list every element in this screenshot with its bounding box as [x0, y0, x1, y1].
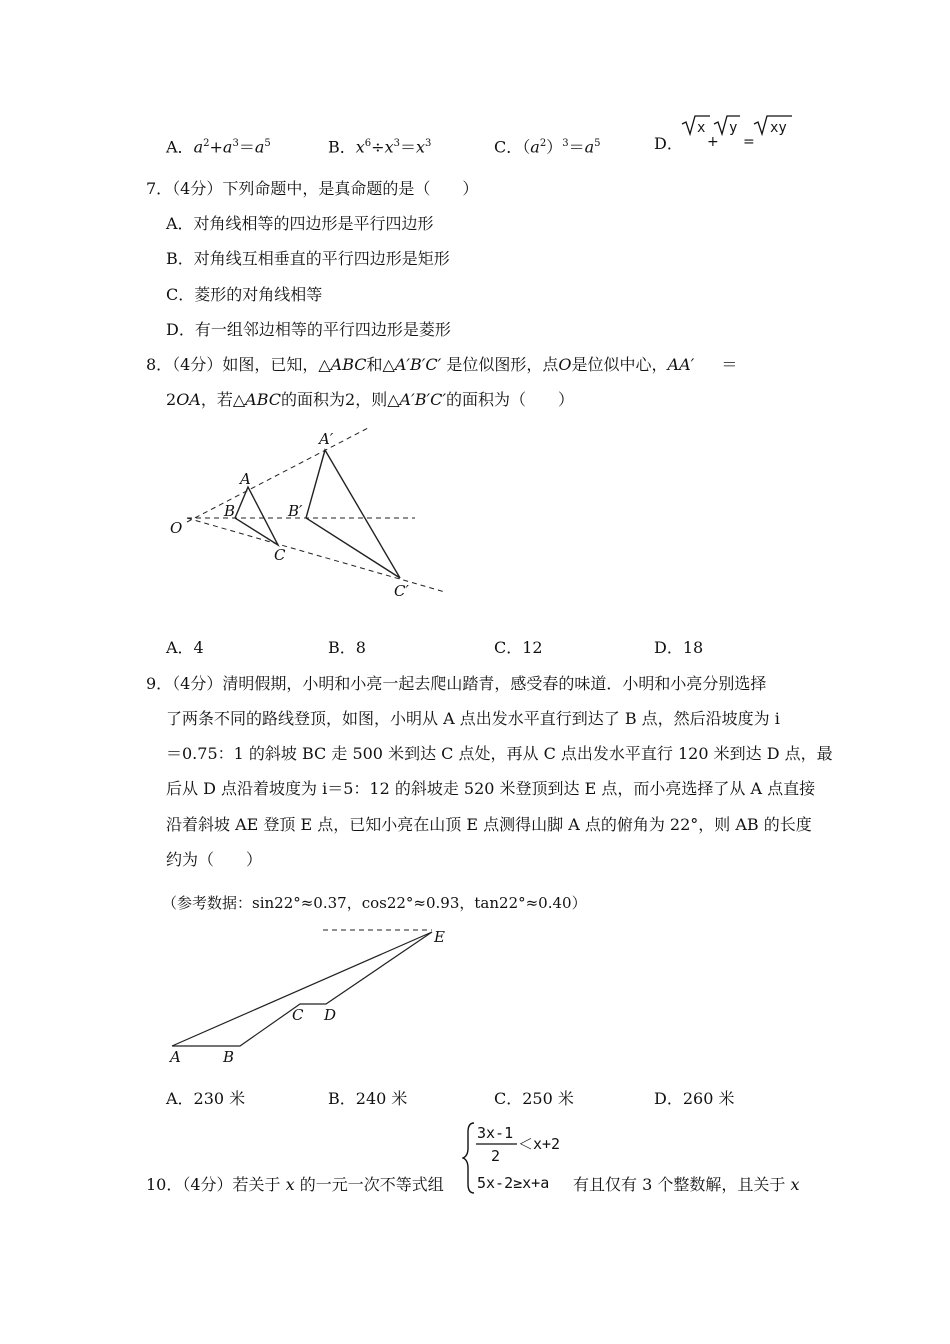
q8-stem-line1 — [146, 354, 737, 376]
q8-ray-oc — [187, 518, 445, 592]
q9-label-c: C — [292, 1006, 304, 1024]
q8-text: 的面积为2，则△ — [281, 390, 400, 409]
q8-o: O — [558, 355, 572, 374]
q6-option-c-label: C． — [494, 137, 523, 157]
q9-option-c: C．250 米 — [494, 1089, 574, 1108]
q10-brace — [463, 1123, 474, 1193]
q8-apbpcp: A′B′C′ — [394, 355, 442, 374]
q10-stem-line1 — [146, 1174, 444, 1196]
q8-label-o: O — [170, 519, 183, 537]
q8-label-a: A — [240, 470, 251, 488]
q8-option-b: B．8 — [328, 638, 366, 657]
q9-label-b: B — [223, 1048, 235, 1066]
q8-text: 2 — [166, 390, 177, 409]
q9-line-6: 约为（ ） — [166, 850, 263, 869]
q8-stem-line2 — [166, 389, 574, 411]
q8-abc: ABC — [330, 355, 367, 374]
q8-apbpcp: A′B′C′ — [399, 390, 446, 409]
q6-option-a-label: A． — [166, 137, 194, 157]
q10-text: 的一元一次不等式组 — [299, 1175, 444, 1194]
q8-oa: OA — [176, 390, 201, 409]
q7-option-b: B．对角线互相垂直的平行四边形是矩形 — [166, 249, 450, 268]
q10-stem-line1-tail — [573, 1174, 799, 1196]
q10-ineq1-denominator: 2 — [491, 1147, 501, 1165]
q9-line-5: 沿着斜坡 AE 登顶 E 点，已知小亮在山顶 E 点测得山脚 A 点的俯角为 22°，则 AB 的长度 — [166, 815, 812, 834]
q8-text: ＝ — [721, 355, 738, 374]
q8-option-d: D．18 — [654, 638, 704, 657]
q8-abc: ABC — [245, 390, 282, 409]
q6-option-b-label: B． — [328, 137, 356, 157]
q8-ray-oa — [187, 428, 368, 522]
q9-line-3: ＝0.75：1 的斜坡 BC 走 500 米到达 C 点处，再从 C 点出发水平直行 120 米到达 D 点，最 — [166, 744, 833, 763]
q8-text: 是位似中心， — [571, 355, 668, 374]
q10-ineq1-numerator: 3x-1 — [477, 1124, 514, 1142]
q6-option-d-label: D． — [654, 134, 683, 153]
q6-option-b: B．$x^6\div x^3=x^3$ — [328, 137, 432, 157]
q7-option-a: A．对角线相等的四边形是平行四边形 — [166, 214, 434, 233]
q8-triangle-abc — [235, 487, 278, 545]
q9-line-4: 后从 D 点沿着坡度为 i＝5：12 的斜坡走 520 米登顶到达 E 点，而小亮选择了从 A 点直接 — [166, 779, 816, 798]
q9-option-d: D．260 米 — [654, 1089, 735, 1108]
q9-slope-ae — [172, 932, 432, 1046]
q9-figure — [160, 920, 460, 1070]
q6-option-a: A．$a^2+a^3=a^5$ — [166, 137, 271, 157]
q10-text: 有且仅有 3 个整数解，且关于 — [573, 1175, 786, 1194]
q8-label-cp: C′ — [394, 582, 409, 600]
q8-triangle-apbpcp — [306, 450, 400, 578]
q8-text: 和△ — [366, 355, 395, 374]
q8-text: 的面积为（ ） — [445, 390, 574, 409]
q8-label-b: B — [224, 502, 236, 520]
q9-line-1: 9．（4分）清明假期，小明和小亮一起去爬山踏青，感受春的味道．小明和小亮分别选择 — [146, 674, 767, 693]
q8-figure — [160, 420, 460, 605]
q6-option-c: C．$(a^2)^3=a^5$ — [494, 137, 601, 157]
q8-label-bp: B′ — [288, 502, 303, 520]
q7-option-d: D．有一组邻边相等的平行四边形是菱形 — [166, 320, 451, 339]
q6-d-equals: = — [743, 134, 755, 150]
q10-ineq2: 5x-2≥x+a — [477, 1174, 550, 1192]
q8-aap: AA′ — [667, 355, 695, 374]
q9-label-e: E — [434, 928, 445, 946]
q8-text: ，若△ — [200, 390, 246, 409]
q9-label-d: D — [324, 1006, 337, 1024]
q8-label-ap: A′ — [319, 430, 334, 448]
q8-label-c: C — [274, 546, 286, 564]
q8-option-c: C．12 — [494, 638, 543, 657]
q6-d-radicand-x: x — [697, 120, 706, 136]
q8-text: 8．（4分）如图，已知，△ — [146, 355, 331, 374]
q9-option-a: A．230 米 — [166, 1089, 246, 1108]
q7-option-c: C．菱形的对角线相等 — [166, 285, 323, 304]
q10-inequality-system — [462, 1120, 582, 1196]
q9-option-b: B．240 米 — [328, 1089, 408, 1108]
q9-label-a: A — [170, 1048, 181, 1066]
q10-var-x: x — [285, 1175, 295, 1194]
q6-option-d-formula — [680, 112, 800, 152]
q7-stem: 7．（4分）下列命题中，是真命题的是（ ） — [146, 179, 479, 198]
q10-var-x: x — [790, 1175, 800, 1194]
q10-ineq1-rhs: ＜x+2 — [518, 1135, 561, 1153]
q6-d-radicand-xy: xy — [770, 120, 787, 136]
q8-text: 是位似图形，点 — [446, 355, 559, 374]
q6-option-d — [654, 133, 683, 155]
q6-d-radicand-y: y — [729, 120, 738, 136]
q10-text: 10．（4分）若关于 — [146, 1175, 281, 1194]
q8-option-a: A．4 — [166, 638, 204, 657]
q9-reference-data: （参考数据：sin22°≈0.37，cos22°≈0.93，tan22°≈0.40） — [162, 894, 587, 912]
q6-d-plus: + — [707, 134, 719, 150]
q9-line-2: 了两条不同的路线登顶，如图，小明从 A 点出发水平直行到达了 B 点，然后沿坡度为 i — [166, 709, 780, 728]
